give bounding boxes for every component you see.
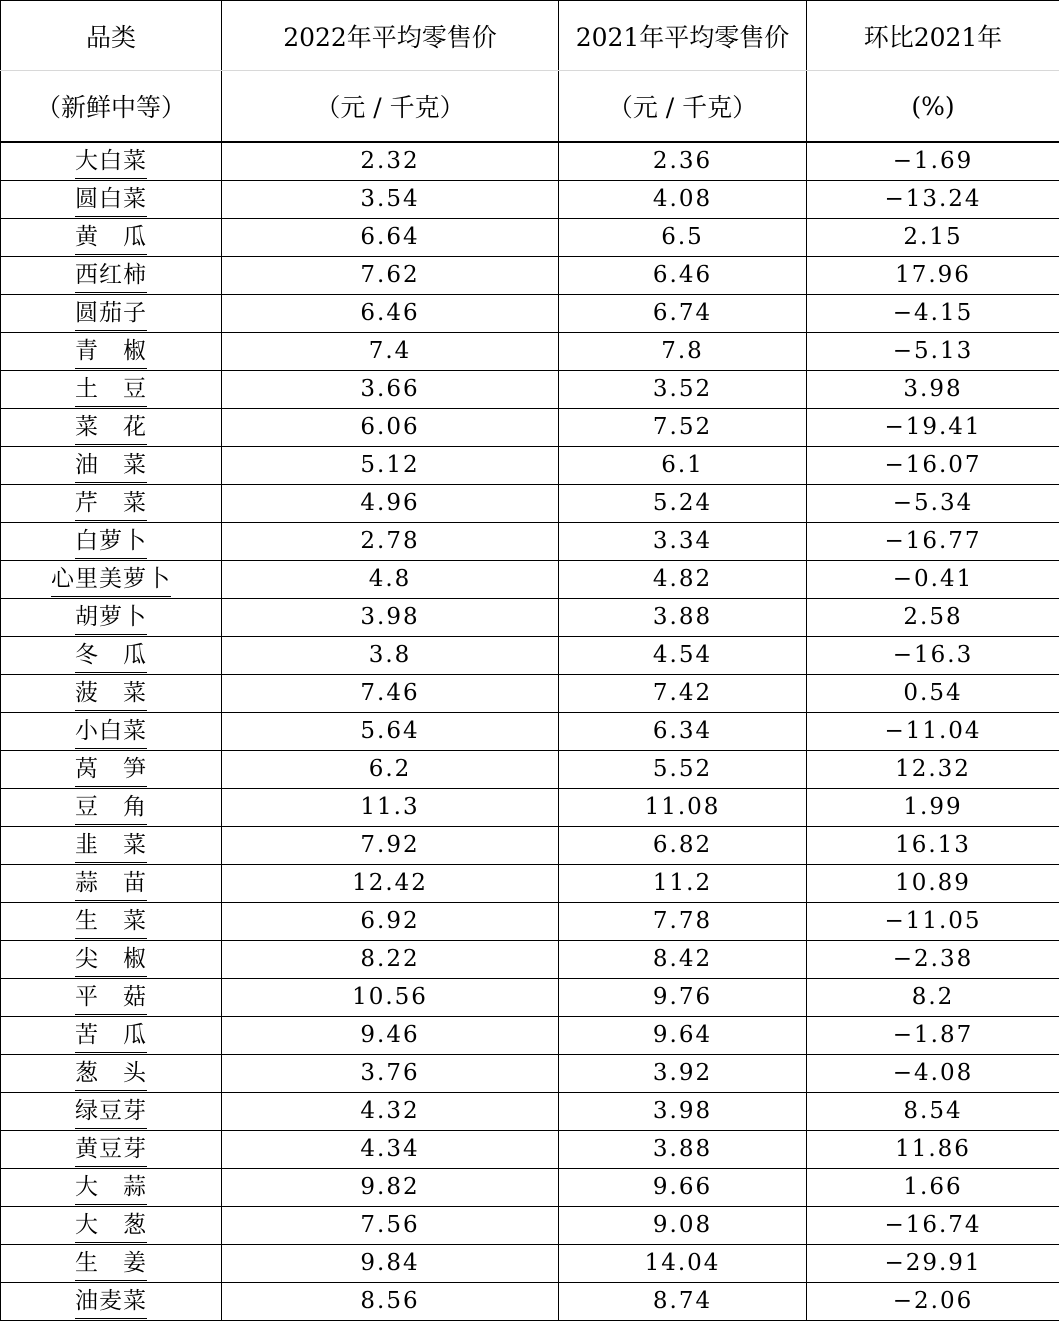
table-row [1,789,1059,827]
category-name: 葱 头 [75,1056,147,1091]
table-row [1,751,1059,789]
table-row [1,142,1059,181]
cell-change: −2.38 [807,941,1059,979]
cell-category [1,637,222,675]
table-row [1,409,1059,447]
header-change: 环比2021年 [807,1,1059,71]
cell-category [1,865,222,903]
cell-price-2021: 14.04 [559,1245,807,1283]
cell-price-2021: 3.88 [559,1131,807,1169]
cell-price-2021: 6.34 [559,713,807,751]
table-row [1,1017,1059,1055]
cell-price-2022: 9.82 [222,1169,559,1207]
cell-price-2022: 2.78 [222,523,559,561]
table-row [1,447,1059,485]
cell-change: −5.34 [807,485,1059,523]
category-name: 莴 笋 [75,752,147,787]
cell-change: 11.86 [807,1131,1059,1169]
cell-category [1,333,222,371]
cell-price-2021: 9.76 [559,979,807,1017]
cell-change: −29.91 [807,1245,1059,1283]
cell-price-2022: 4.8 [222,561,559,599]
cell-price-2021: 4.08 [559,181,807,219]
cell-price-2022: 7.56 [222,1207,559,1245]
cell-price-2022: 9.46 [222,1017,559,1055]
table-row [1,485,1059,523]
cell-price-2021: 7.8 [559,333,807,371]
cell-change: −11.05 [807,903,1059,941]
table-row [1,827,1059,865]
category-name: 冬 瓜 [75,638,147,673]
category-name: 圆白菜 [75,182,147,217]
cell-price-2021: 6.5 [559,219,807,257]
category-name: 芹 菜 [75,486,147,521]
cell-category [1,1131,222,1169]
cell-price-2021: 5.24 [559,485,807,523]
table-row [1,257,1059,295]
cell-change: −16.74 [807,1207,1059,1245]
cell-change: 8.2 [807,979,1059,1017]
cell-price-2021: 9.66 [559,1169,807,1207]
cell-price-2021: 6.1 [559,447,807,485]
cell-change: 10.89 [807,865,1059,903]
cell-price-2022: 6.46 [222,295,559,333]
category-name: 生 菜 [75,904,147,939]
category-name: 圆茄子 [75,296,147,331]
cell-change: 16.13 [807,827,1059,865]
cell-change: −4.08 [807,1055,1059,1093]
table-row [1,1207,1059,1245]
table-row [1,1131,1059,1169]
cell-change: −1.69 [807,142,1059,181]
table-body [1,142,1059,1321]
category-name: 苦 瓜 [75,1018,147,1053]
cell-category [1,142,222,181]
cell-change: 12.32 [807,751,1059,789]
cell-price-2021: 7.42 [559,675,807,713]
cell-price-2021: 9.08 [559,1207,807,1245]
cell-price-2021: 4.82 [559,561,807,599]
category-name: 尖 椒 [75,942,147,977]
cell-price-2022: 4.32 [222,1093,559,1131]
cell-price-2021: 6.74 [559,295,807,333]
header-row-2 [1,71,1059,143]
cell-category [1,1283,222,1321]
cell-category [1,409,222,447]
cell-category [1,979,222,1017]
cell-change: −2.06 [807,1283,1059,1321]
cell-price-2022: 2.32 [222,142,559,181]
cell-category [1,1169,222,1207]
category-name: 青 椒 [75,334,147,369]
cell-category [1,1055,222,1093]
table-row [1,181,1059,219]
cell-category [1,751,222,789]
table-row [1,1245,1059,1283]
cell-change: −19.41 [807,409,1059,447]
category-name: 油 菜 [75,448,147,483]
cell-price-2022: 8.56 [222,1283,559,1321]
cell-change: −16.3 [807,637,1059,675]
cell-category [1,1093,222,1131]
cell-category [1,827,222,865]
cell-category [1,295,222,333]
cell-price-2021: 8.74 [559,1283,807,1321]
cell-price-2021: 7.78 [559,903,807,941]
cell-price-2021: 8.42 [559,941,807,979]
table-row [1,637,1059,675]
cell-price-2022: 6.06 [222,409,559,447]
cell-category [1,675,222,713]
table-row [1,1169,1059,1207]
category-name: 绿豆芽 [75,1094,147,1129]
header-price-2021: 2021年平均零售价 [559,1,807,71]
table-row [1,1283,1059,1321]
table-row [1,713,1059,751]
header-unit-2022: （元 / 千克） [222,71,559,143]
cell-category [1,599,222,637]
cell-price-2022: 3.8 [222,637,559,675]
cell-price-2022: 7.62 [222,257,559,295]
cell-price-2022: 3.66 [222,371,559,409]
cell-price-2022: 9.84 [222,1245,559,1283]
category-name: 生 姜 [75,1246,147,1281]
table-row [1,1055,1059,1093]
header-change-unit: (%) [807,71,1059,143]
category-name: 菜 花 [75,410,147,445]
cell-change: 1.99 [807,789,1059,827]
table-row [1,371,1059,409]
category-name: 大 蒜 [75,1170,147,1205]
cell-category [1,903,222,941]
table-row [1,523,1059,561]
cell-price-2021: 11.2 [559,865,807,903]
cell-category [1,485,222,523]
cell-price-2021: 5.52 [559,751,807,789]
table-row [1,1093,1059,1131]
category-name: 黄豆芽 [75,1132,147,1167]
table-row [1,295,1059,333]
cell-price-2021: 3.52 [559,371,807,409]
cell-price-2021: 2.36 [559,142,807,181]
cell-change: 2.58 [807,599,1059,637]
cell-price-2021: 3.98 [559,1093,807,1131]
cell-category [1,257,222,295]
cell-price-2021: 7.52 [559,409,807,447]
cell-price-2021: 3.88 [559,599,807,637]
cell-price-2022: 6.92 [222,903,559,941]
cell-category [1,181,222,219]
cell-change: 1.66 [807,1169,1059,1207]
table-row [1,675,1059,713]
category-name: 土 豆 [75,372,147,407]
header-category-note: （新鲜中等） [1,71,222,143]
cell-change: 0.54 [807,675,1059,713]
cell-category [1,941,222,979]
category-name: 豆 角 [75,790,147,825]
category-name: 大 葱 [75,1208,147,1243]
cell-price-2022: 5.12 [222,447,559,485]
cell-price-2022: 12.42 [222,865,559,903]
category-name: 白萝卜 [75,524,147,559]
table-row [1,903,1059,941]
cell-category [1,523,222,561]
category-name: 大白菜 [75,144,147,179]
cell-change: −16.07 [807,447,1059,485]
category-name: 胡萝卜 [75,600,147,635]
cell-price-2022: 3.98 [222,599,559,637]
cell-price-2021: 11.08 [559,789,807,827]
cell-change: 2.15 [807,219,1059,257]
cell-price-2021: 6.46 [559,257,807,295]
category-name: 黄 瓜 [75,220,147,255]
table-row [1,865,1059,903]
cell-price-2022: 7.46 [222,675,559,713]
category-name: 西红柿 [75,258,147,293]
cell-category [1,789,222,827]
cell-change: 3.98 [807,371,1059,409]
header-unit-2021: （元 / 千克） [559,71,807,143]
cell-price-2021: 3.34 [559,523,807,561]
cell-price-2022: 11.3 [222,789,559,827]
cell-price-2021: 9.64 [559,1017,807,1055]
cell-category [1,713,222,751]
cell-price-2022: 8.22 [222,941,559,979]
table-row [1,219,1059,257]
cell-change: −11.04 [807,713,1059,751]
category-name: 菠 菜 [75,676,147,711]
cell-category [1,1245,222,1283]
cell-price-2022: 3.54 [222,181,559,219]
cell-category [1,371,222,409]
cell-change: −4.15 [807,295,1059,333]
table-row [1,941,1059,979]
category-name: 平 菇 [75,980,147,1015]
cell-change: −1.87 [807,1017,1059,1055]
category-name: 油麦菜 [75,1284,147,1319]
header-row-1 [1,1,1059,71]
cell-price-2022: 5.64 [222,713,559,751]
cell-change: 8.54 [807,1093,1059,1131]
category-name: 蒜 苗 [75,866,147,901]
cell-price-2022: 3.76 [222,1055,559,1093]
category-name: 韭 菜 [75,828,147,863]
category-name: 心里美萝卜 [51,562,171,597]
cell-change: −0.41 [807,561,1059,599]
cell-price-2022: 7.4 [222,333,559,371]
table-row [1,333,1059,371]
cell-price-2022: 10.56 [222,979,559,1017]
cell-change: −16.77 [807,523,1059,561]
cell-price-2022: 7.92 [222,827,559,865]
category-name: 小白菜 [75,714,147,749]
cell-category [1,1207,222,1245]
cell-change: 17.96 [807,257,1059,295]
cell-category [1,447,222,485]
header-category: 品类 [1,1,222,71]
table-row [1,561,1059,599]
cell-price-2022: 6.64 [222,219,559,257]
cell-price-2021: 6.82 [559,827,807,865]
cell-price-2022: 4.34 [222,1131,559,1169]
cell-price-2022: 6.2 [222,751,559,789]
header-price-2022: 2022年平均零售价 [222,1,559,71]
table-row [1,979,1059,1017]
cell-category [1,1017,222,1055]
cell-change: −13.24 [807,181,1059,219]
cell-price-2021: 4.54 [559,637,807,675]
cell-change: −5.13 [807,333,1059,371]
cell-price-2021: 3.92 [559,1055,807,1093]
cell-category [1,561,222,599]
cell-price-2022: 4.96 [222,485,559,523]
table-row [1,599,1059,637]
cell-category [1,219,222,257]
